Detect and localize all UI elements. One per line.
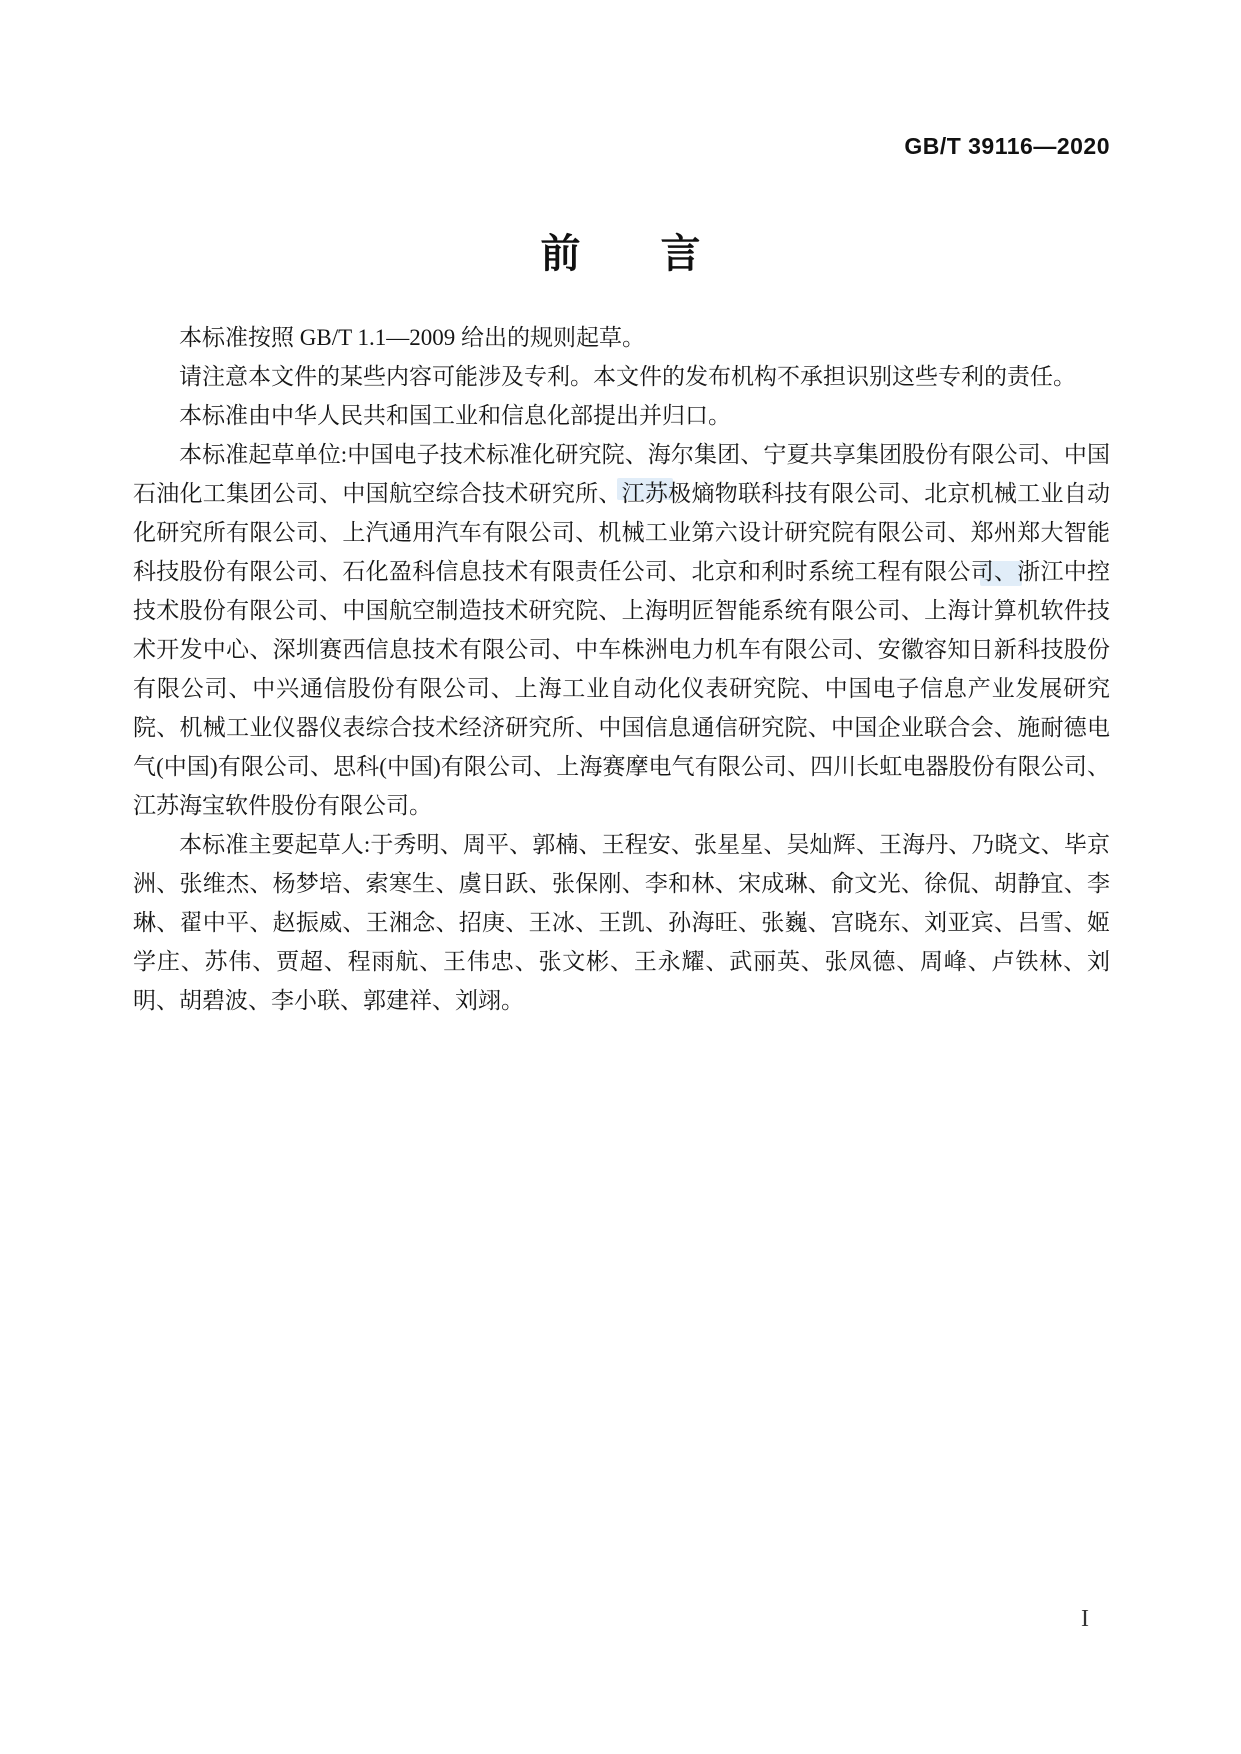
paragraph-patent-notice: 请注意本文件的某些内容可能涉及专利。本文件的发布机构不承担识别这些专利的责任。 [179,364,1076,389]
standard-code: GB/T 39116—2020 [904,133,1110,159]
paragraph-drafting-organizations: 本标准起草单位:中国电子技术标准化研究院、海尔集团、宁夏共享集团股份有限公司、中国石油化工集团公司、中国航空综合技术研究所、江苏极熵物联科技有限公司、北京机械工业自动化研究所有限公司、上汽通用汽车有限公司、机械工业第六设计研究院有限公司、郑州郑大智能科技股份有限公司、石化盈科信息技术有限责任公司、北京和利时系统工程有限公司、浙江中控技术股份有限公司、中国航空制造技术研究院、上海明匠智能系统有限公司、上海计算机软件技术开发中心、深圳赛西信息技术有限公司、中车株洲电力机车有限公司、安徽容知日新科技股份有限公司、中兴通信股份有限公司、上海工业自动化仪表研究院、中国电子信息产业发展研究院、机械工业仪器仪表综合技术经济研究所、中国信息通信研究院、中国企业联合会、施耐德电气(中国)有限公司、思科(中国)有限公司、上海赛摩电气有限公司、四川长虹电器股份有限公司、江苏海宝软件股份有限公司。 [133,442,1110,818]
paragraph-issuing-body: 本标准由中华人民共和国工业和信息化部提出并归口。 [179,403,731,428]
foreword-body [133,318,1110,1020]
paragraph-drafters: 本标准主要起草人:于秀明、周平、郭楠、王程安、张星星、吴灿辉、王海丹、乃晓文、毕京洲、张维杰、杨梦培、索寒生、虞日跃、张保刚、李和林、宋成琳、俞文光、徐侃、胡静宜、李琳、翟中平、赵振威、王湘念、招庚、王冰、王凯、孙海旺、张巍、宫晓东、刘亚宾、吕雪、姬学庄、苏伟、贾超、程雨航、王伟忠、张文彬、王永耀、武丽英、张凤德、周峰、卢铁林、刘明、胡碧波、李小联、郭建祥、刘翊。 [133,832,1110,1013]
paragraph-drafting-rule: 本标准按照 GB/T 1.1—2009 给出的规则起草。 [179,325,645,350]
page-title: 前 言 [540,231,701,276]
page-number: I [1081,1606,1089,1632]
